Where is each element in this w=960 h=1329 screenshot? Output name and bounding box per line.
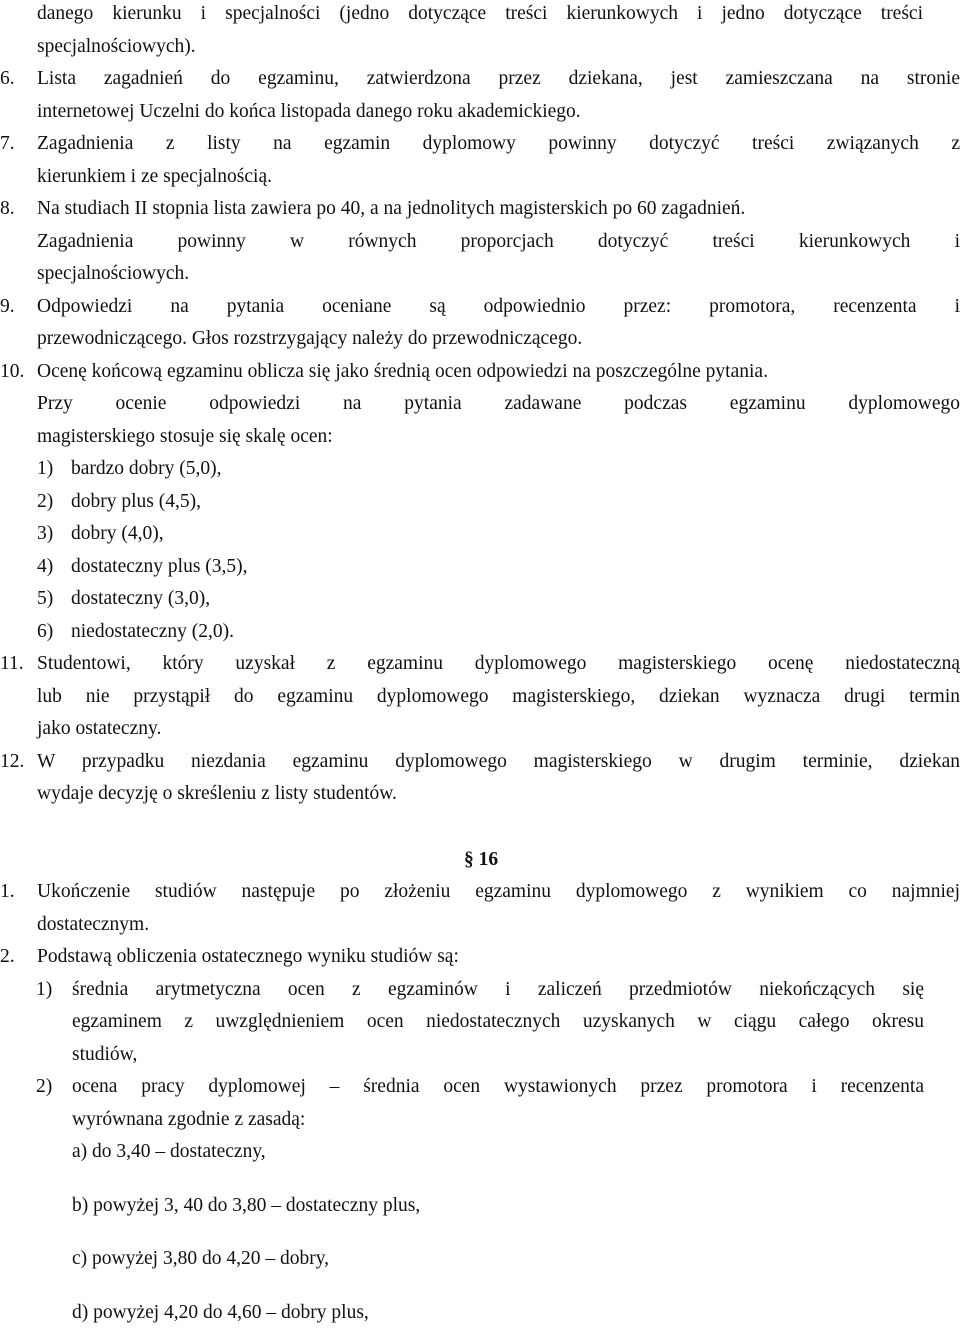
text-line: Studentowi, który uzyskał z egzaminu dyplomowego magisterskiego ocenę niedostateczną	[37, 648, 960, 681]
item-number: 1)	[36, 974, 72, 1072]
text-line: ocena pracy dyplomowej – średnia ocen wystawionych przez promotora i recenzenta	[72, 1071, 924, 1104]
sub-point-1	[0, 974, 924, 1072]
text-line: specjalnościowych.	[37, 258, 960, 291]
grading-scale	[0, 453, 960, 648]
grade-threshold-a: a) do 3,40 – dostateczny,	[72, 1136, 960, 1169]
text-line: jako ostateczny.	[37, 713, 960, 746]
item-number: 2)	[37, 486, 71, 519]
list-item-7	[0, 128, 960, 193]
text-line: studiów,	[72, 1039, 924, 1072]
text-line: egzaminem z uwzględnieniem ocen niedostatecznych uzyskanych w ciągu całego okresu	[72, 1006, 924, 1039]
text-line: magisterskiego stosuje się skalę ocen:	[37, 421, 960, 454]
item-number: 8.	[0, 193, 37, 291]
scale-item	[37, 486, 960, 519]
scale-item	[37, 551, 960, 584]
item-number: 7.	[0, 128, 37, 193]
scale-text: dostateczny plus (3,5),	[71, 551, 960, 584]
text-line: Odpowiedzi na pytania oceniane są odpowiednio przez: promotora, recenzenta i	[37, 291, 960, 324]
text-line: wydaje decyzję o skreśleniu z listy studentów.	[37, 778, 960, 811]
section-heading	[0, 844, 960, 877]
text-line: Na studiach II stopnia lista zawiera po 40, a na jednolitych magisterskich po 60 zagadnień.	[37, 193, 960, 226]
text-line: lub nie przystąpił do egzaminu dyplomowego magisterskiego, dziekan wyznacza drugi termin	[37, 681, 960, 714]
text-line: W przypadku niezdania egzaminu dyplomowego magisterskiego w drugim terminie, dziekan	[37, 746, 960, 779]
text-line: specjalnościowych).	[37, 31, 923, 64]
item-number: 4)	[37, 551, 71, 584]
scale-item	[37, 583, 960, 616]
list-item-11	[0, 648, 960, 746]
item-number: 5)	[37, 583, 71, 616]
scale-item	[37, 518, 960, 551]
text-line: Lista zagadnień do egzaminu, zatwierdzona przez dziekana, jest zamieszczana na stronie	[37, 63, 960, 96]
grade-threshold-b: b) powyżej 3, 40 do 3,80 – dostateczny plus,	[72, 1190, 960, 1223]
item-number: 9.	[0, 291, 37, 356]
scale-text: bardzo dobry (5,0),	[71, 453, 960, 486]
list-item-9	[0, 291, 960, 356]
text-line: średnia arytmetyczna ocen z egzaminów i zaliczeń przedmiotów niekończących się	[72, 974, 924, 1007]
sub-point-2	[0, 1071, 924, 1136]
text-line: Przy ocenie odpowiedzi na pytania zadawane podczas egzaminu dyplomowego	[37, 388, 960, 421]
section-symbol: §	[464, 849, 474, 870]
item-number: 10.	[0, 356, 37, 454]
text-line: kierunkiem i ze specjalnością.	[37, 161, 960, 194]
grade-thresholds	[0, 1136, 960, 1329]
section-number: 16	[479, 849, 499, 870]
item-number: 11.	[0, 648, 37, 746]
text-line: wyrównana zgodnie z zasadą:	[72, 1104, 924, 1137]
item-number: 6.	[0, 63, 37, 128]
grade-threshold-c: c) powyżej 3,80 do 4,20 – dobry,	[72, 1243, 960, 1276]
item-number: 6)	[37, 616, 71, 649]
list-item-12	[0, 746, 960, 811]
section-item-2	[0, 941, 960, 974]
item-number: 1.	[0, 876, 37, 941]
paragraph-continuation	[0, 0, 923, 63]
text-line: Ukończenie studiów następuje po złożeniu egzaminu dyplomowego z wynikiem co najmniej	[37, 876, 960, 909]
scale-item	[37, 453, 960, 486]
item-number: 2)	[36, 1071, 72, 1136]
list-item-10	[0, 356, 960, 454]
text-line: przewodniczącego. Głos rozstrzygający należy do przewodniczącego.	[37, 323, 960, 356]
scale-text: niedostateczny (2,0).	[71, 616, 960, 649]
text-line: Zagadnienia powinny w równych proporcjach dotyczyć treści kierunkowych i	[37, 226, 960, 259]
list-item-6	[0, 63, 960, 128]
text-line: Podstawą obliczenia ostatecznego wyniku studiów są:	[37, 941, 960, 974]
grade-threshold-d: d) powyżej 4,20 do 4,60 – dobry plus,	[72, 1297, 960, 1329]
item-number: 12.	[0, 746, 37, 811]
item-number: 2.	[0, 941, 37, 974]
item-number: 1)	[37, 453, 71, 486]
text-line: Zagadnienia z listy na egzamin dyplomowy powinny dotyczyć treści związanych z	[37, 128, 960, 161]
section-item-1	[0, 876, 960, 941]
scale-text: dostateczny (3,0),	[71, 583, 960, 616]
scale-text: dobry plus (4,5),	[71, 486, 960, 519]
text-line: danego kierunku i specjalności (jedno dotyczące treści kierunkowych i jedno dotyczące treści	[37, 0, 923, 31]
item-number: 3)	[37, 518, 71, 551]
text-line: dostatecznym.	[37, 909, 960, 942]
text-line: internetowej Uczelni do końca listopada danego roku akademickiego.	[37, 96, 960, 129]
scale-text: dobry (4,0),	[71, 518, 960, 551]
list-item-8	[0, 193, 960, 291]
scale-item	[37, 616, 960, 649]
text-line: Ocenę końcową egzaminu oblicza się jako średnią ocen odpowiedzi na poszczególne pytania.	[37, 356, 960, 389]
